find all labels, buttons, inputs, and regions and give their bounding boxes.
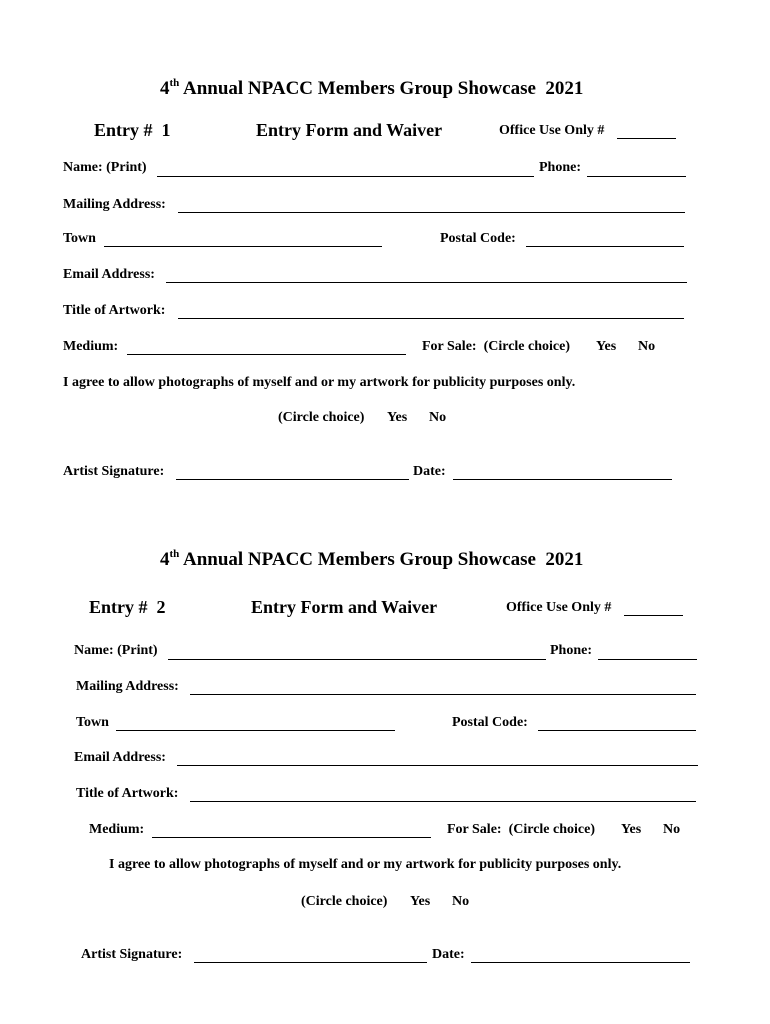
- date-label: Date:: [432, 947, 465, 962]
- office-use-field[interactable]: [624, 615, 683, 616]
- artwork-title-label: Title of Artwork:: [76, 786, 179, 801]
- signature-field[interactable]: [194, 962, 427, 963]
- medium-field[interactable]: [127, 354, 406, 355]
- for-sale-yes[interactable]: Yes: [596, 339, 617, 354]
- signature-field[interactable]: [176, 479, 409, 480]
- artwork-title-field[interactable]: [178, 318, 684, 319]
- email-label: Email Address:: [63, 267, 155, 282]
- postal-code-label: Postal Code:: [452, 715, 528, 730]
- for-sale-no[interactable]: No: [638, 339, 656, 354]
- consent-circle-label: (Circle choice): [278, 410, 365, 425]
- consent-circle-label: (Circle choice): [301, 894, 388, 909]
- town-label: Town: [76, 715, 109, 730]
- phone-label: Phone:: [550, 643, 592, 658]
- medium-label: Medium:: [63, 339, 119, 354]
- heading-text: Annual NPACC Members Group Showcase 2021: [179, 78, 584, 99]
- heading-text: Annual NPACC Members Group Showcase 2021: [179, 549, 584, 570]
- artwork-title-field[interactable]: [190, 801, 696, 802]
- email-field[interactable]: [177, 765, 698, 766]
- name-label: Name: (Print): [63, 160, 147, 175]
- mailing-address-label: Mailing Address:: [63, 197, 166, 212]
- for-sale-label: For Sale: (Circle choice): [422, 339, 570, 354]
- phone-label: Phone:: [539, 160, 581, 175]
- consent-no[interactable]: No: [429, 410, 447, 425]
- mailing-address-field[interactable]: [190, 694, 696, 695]
- medium-field[interactable]: [152, 837, 431, 838]
- artwork-title-label: Title of Artwork:: [63, 303, 166, 318]
- consent-yes[interactable]: Yes: [410, 894, 431, 909]
- form-heading: [160, 549, 583, 571]
- heading-superscript: th: [169, 548, 180, 560]
- postal-code-field[interactable]: [526, 246, 684, 247]
- for-sale-no[interactable]: No: [663, 822, 681, 837]
- mailing-address-field[interactable]: [178, 212, 685, 213]
- signature-label: Artist Signature:: [63, 464, 165, 479]
- form-subtitle: Entry Form and Waiver: [256, 120, 443, 140]
- mailing-address-label: Mailing Address:: [76, 679, 179, 694]
- form-subtitle: Entry Form and Waiver: [251, 597, 438, 617]
- heading-number: 4: [160, 78, 170, 99]
- office-use-label: Office Use Only #: [506, 600, 612, 615]
- entry-number: Entry # 2: [89, 597, 166, 617]
- name-label: Name: (Print): [74, 643, 158, 658]
- date-label: Date:: [413, 464, 446, 479]
- postal-code-label: Postal Code:: [440, 231, 516, 246]
- office-use-field[interactable]: [617, 138, 676, 139]
- heading-number: 4: [160, 549, 170, 570]
- town-label: Town: [63, 231, 96, 246]
- email-field[interactable]: [166, 282, 687, 283]
- photo-consent-text: I agree to allow photographs of myself and or my artwork for publicity purposes only.: [109, 857, 622, 872]
- for-sale-label: For Sale: (Circle choice): [447, 822, 595, 837]
- entry-number: Entry # 1: [94, 120, 171, 140]
- email-label: Email Address:: [74, 750, 166, 765]
- phone-field[interactable]: [598, 659, 697, 660]
- office-use-label: Office Use Only #: [499, 123, 605, 138]
- date-field[interactable]: [471, 962, 690, 963]
- town-field[interactable]: [104, 246, 382, 247]
- heading-superscript: th: [169, 77, 180, 89]
- signature-label: Artist Signature:: [81, 947, 183, 962]
- form-heading: [160, 78, 583, 100]
- date-field[interactable]: [453, 479, 672, 480]
- medium-label: Medium:: [89, 822, 145, 837]
- town-field[interactable]: [116, 730, 395, 731]
- consent-no[interactable]: No: [452, 894, 470, 909]
- postal-code-field[interactable]: [538, 730, 696, 731]
- consent-yes[interactable]: Yes: [387, 410, 408, 425]
- name-field[interactable]: [157, 176, 534, 177]
- for-sale-yes[interactable]: Yes: [621, 822, 642, 837]
- photo-consent-text: I agree to allow photographs of myself and or my artwork for publicity purposes only.: [63, 375, 576, 390]
- name-field[interactable]: [168, 659, 546, 660]
- phone-field[interactable]: [587, 176, 686, 177]
